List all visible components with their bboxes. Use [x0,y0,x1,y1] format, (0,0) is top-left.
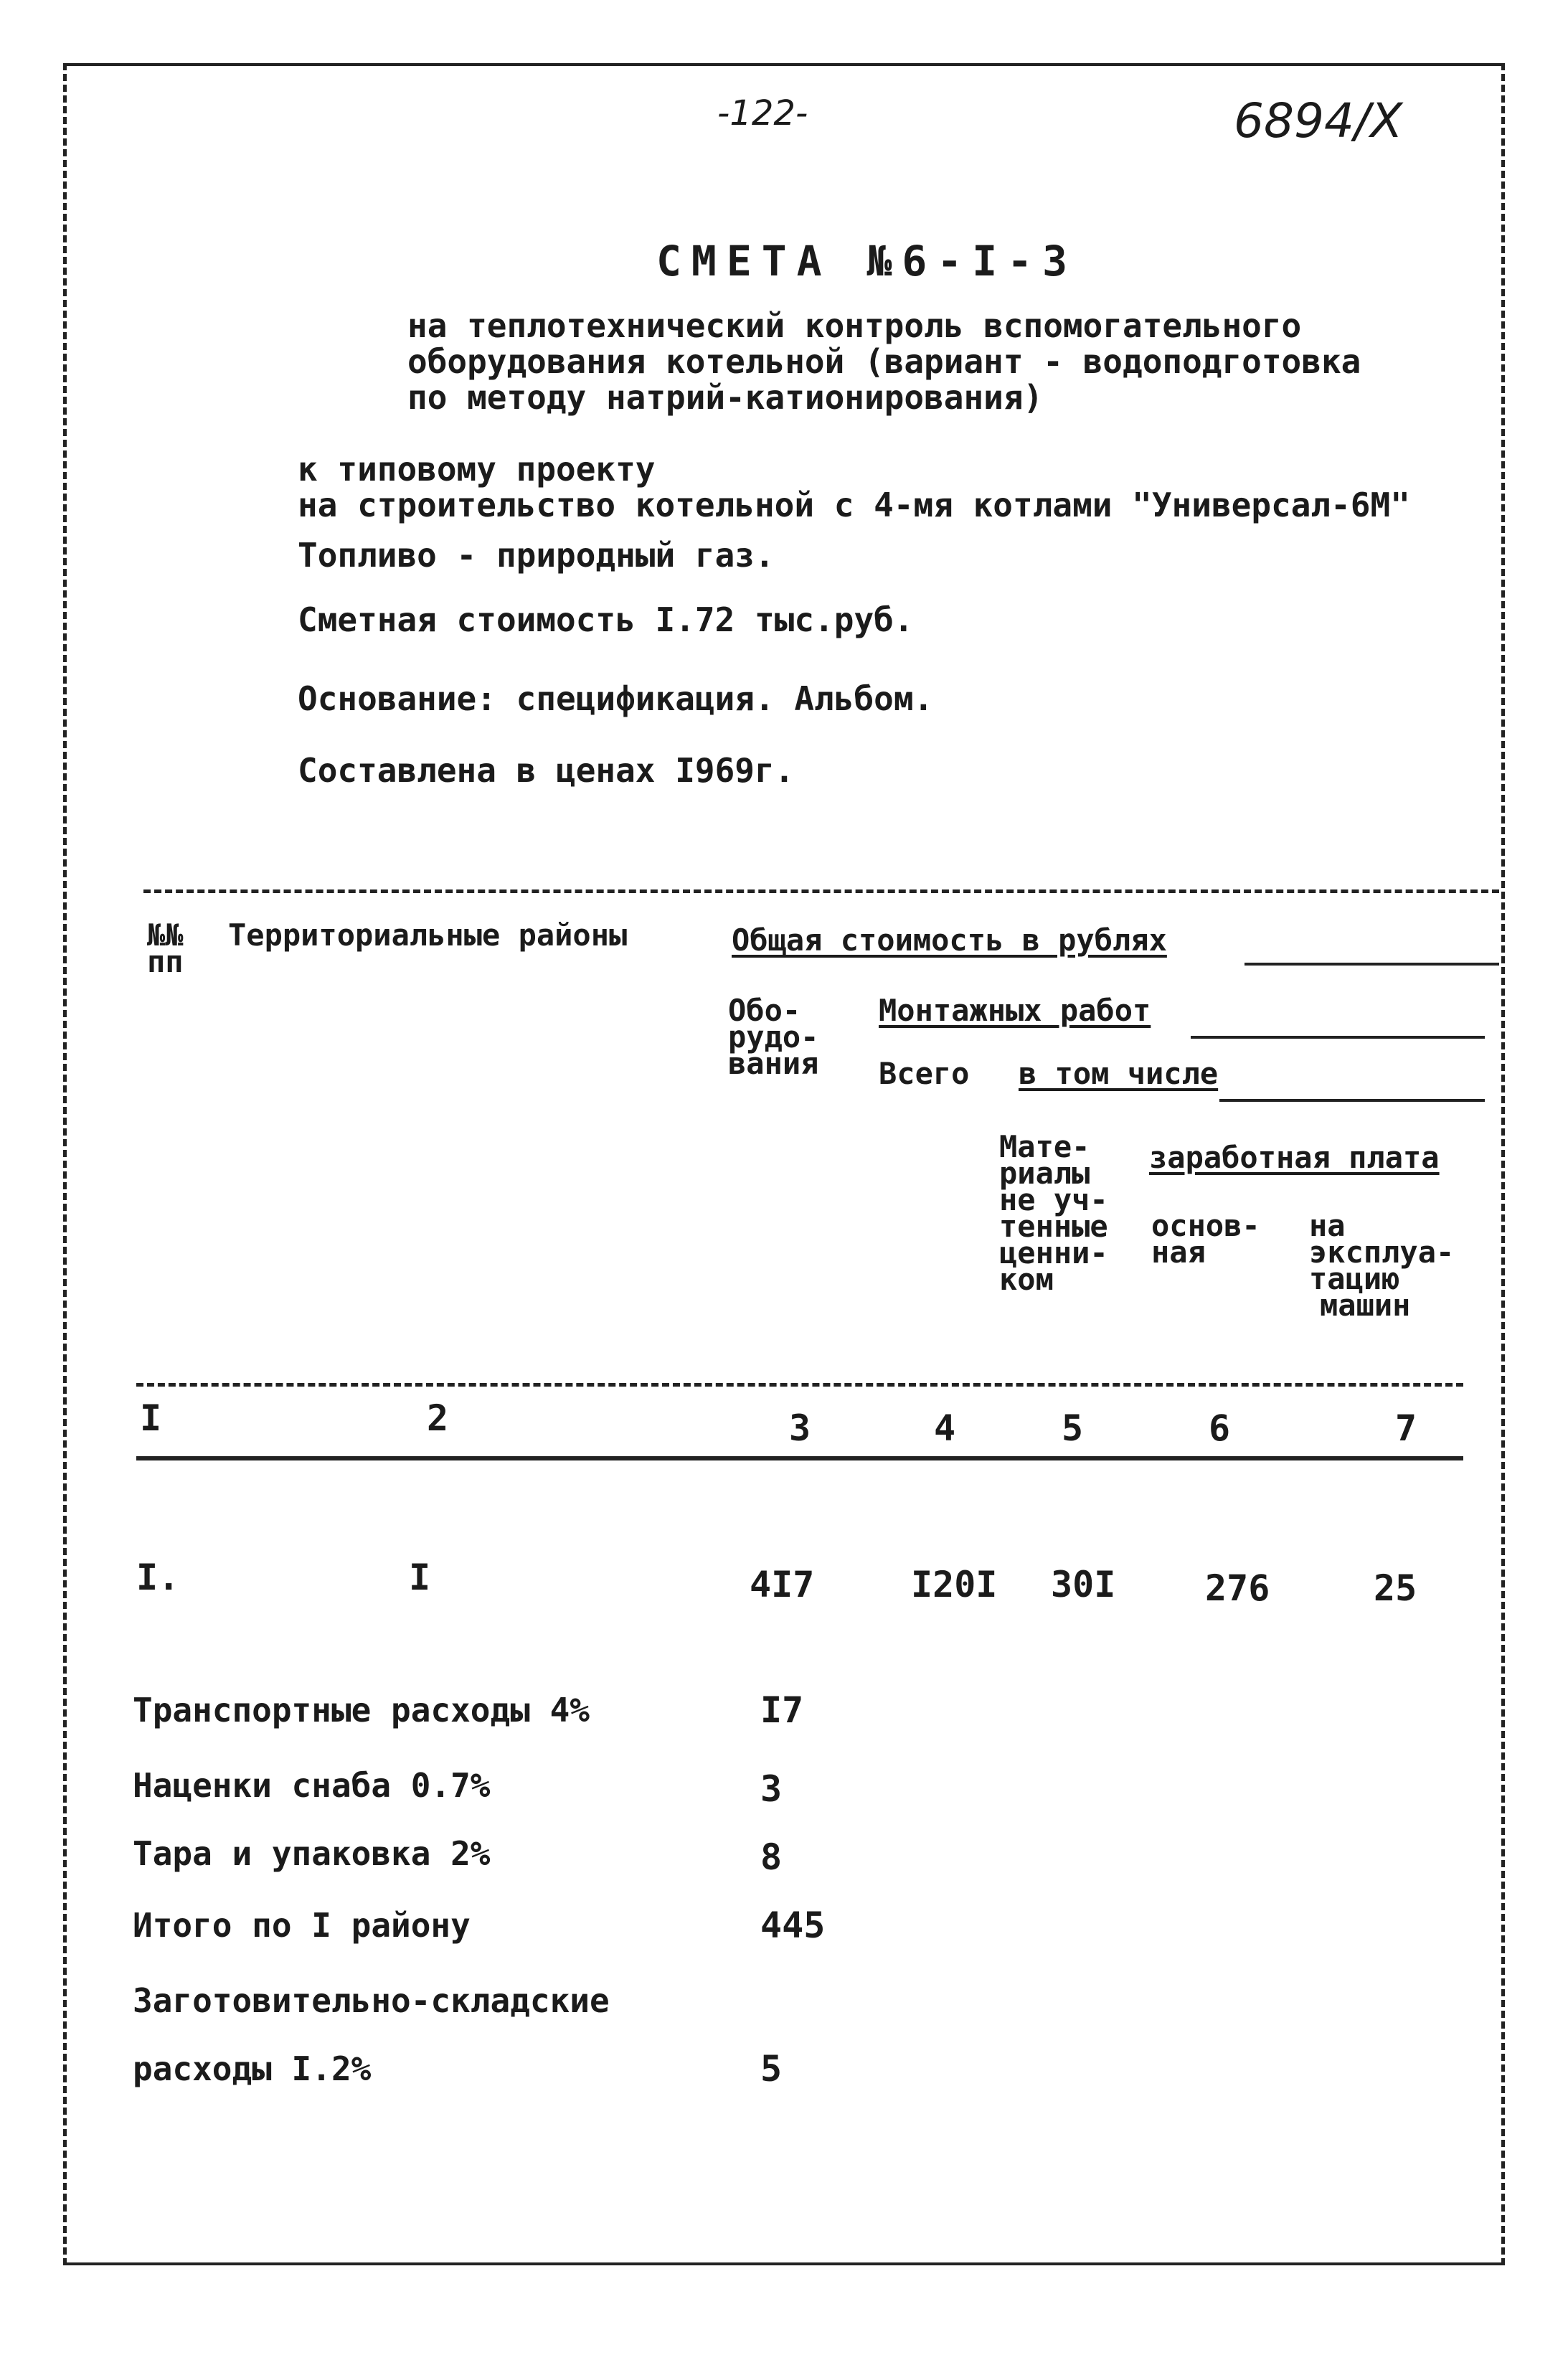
header-total-rule [1245,963,1499,966]
archive-stamp: 6894/X [1234,93,1403,148]
header-machines-4: машин [1320,1288,1411,1323]
header-equip-1: Обо- [728,993,801,1028]
header-mat-3: не уч- [999,1182,1108,1217]
document-title: СМЕТА №6-I-3 [656,237,1078,285]
col-number-2: 2 [427,1397,449,1439]
header-mounting: Монтажных работ [879,993,1151,1028]
row-index: I. [136,1557,180,1598]
totals-label-supply: Наценки снаба 0.7% [133,1766,491,1805]
fuel-line: Топливо - природный газ. [298,536,775,575]
header-including-rule [1219,1099,1485,1102]
header-num-2: пп [147,944,184,979]
subtitle-line-2: оборудования котельной (вариант - водоподготовка [407,342,1361,381]
totals-label-packing: Тара и упаковка 2% [133,1834,491,1873]
header-mat-4: тенные [999,1209,1108,1244]
header-machines-3: тацию [1309,1261,1400,1296]
header-mat-6: ком [999,1262,1054,1297]
header-equip-2: рудо- [728,1019,819,1054]
header-basic-1: основ- [1151,1208,1260,1243]
totals-value-transport: I7 [760,1689,804,1731]
header-region: Территориальные районы [228,917,628,953]
row-materials: 30I [1051,1564,1116,1605]
row-equipment: 4I7 [750,1564,815,1605]
header-machines-1: на [1309,1208,1346,1243]
header-all: Всего [879,1056,970,1091]
table-top-rule [143,889,1499,893]
header-num-1: №№ [147,917,184,953]
totals-value-subtotal: 445 [760,1905,826,1946]
header-wages: заработная плата [1149,1140,1440,1175]
page-number: -122- [717,93,808,133]
totals-value-supply: 3 [760,1768,783,1810]
col-number-7: 7 [1395,1407,1417,1449]
totals-label-storage-1: Заготовительно-складские [133,1981,610,2020]
row-basic-wages: 276 [1205,1567,1270,1609]
prices-line: Составлена в ценах I969г. [298,751,795,790]
col-number-6: 6 [1209,1407,1231,1449]
column-numbers-rule [136,1456,1463,1460]
header-basic-2: ная [1151,1235,1206,1270]
totals-label-subtotal: Итого по I району [133,1906,471,1945]
subtitle-line-1: на теплотехнический контроль вспомогательного [407,306,1302,345]
header-mounting-rule [1191,1036,1485,1039]
row-machine-wages: 25 [1374,1567,1417,1609]
totals-value-packing: 8 [760,1836,783,1878]
totals-label-transport: Транспортные расходы 4% [133,1691,590,1729]
col-number-3: 3 [789,1407,811,1449]
header-bottom-rule [136,1383,1463,1387]
header-total-cost: Общая стоимость в рублях [732,922,1167,958]
col-number-4: 4 [934,1407,956,1449]
totals-label-storage-2: расходы I.2% [133,2049,372,2088]
basis-line: Основание: спецификация. Альбом. [298,679,934,718]
col-number-1: I [140,1397,162,1439]
header-equip-3: вания [728,1046,819,1081]
project-line-1: к типовому проекту [298,450,656,489]
project-line-2: на строительство котельной с 4-мя котлами "Универсал-6М" [298,486,1410,524]
header-mat-5: ценни- [999,1235,1108,1270]
totals-value-storage-2: 5 [760,2048,783,2090]
col-number-5: 5 [1062,1407,1084,1449]
header-mat-1: Мате- [999,1129,1090,1164]
row-mounting-total: I20I [911,1564,998,1605]
header-including: в том числе [1019,1056,1219,1091]
header-mat-2: риалы [999,1156,1090,1191]
cost-line: Сметная стоимость I.72 тыс.руб. [298,600,914,639]
row-region: I [409,1557,431,1598]
subtitle-line-3: по методу натрий-катионирования) [407,378,1044,417]
header-machines-2: эксплуа- [1309,1235,1455,1270]
